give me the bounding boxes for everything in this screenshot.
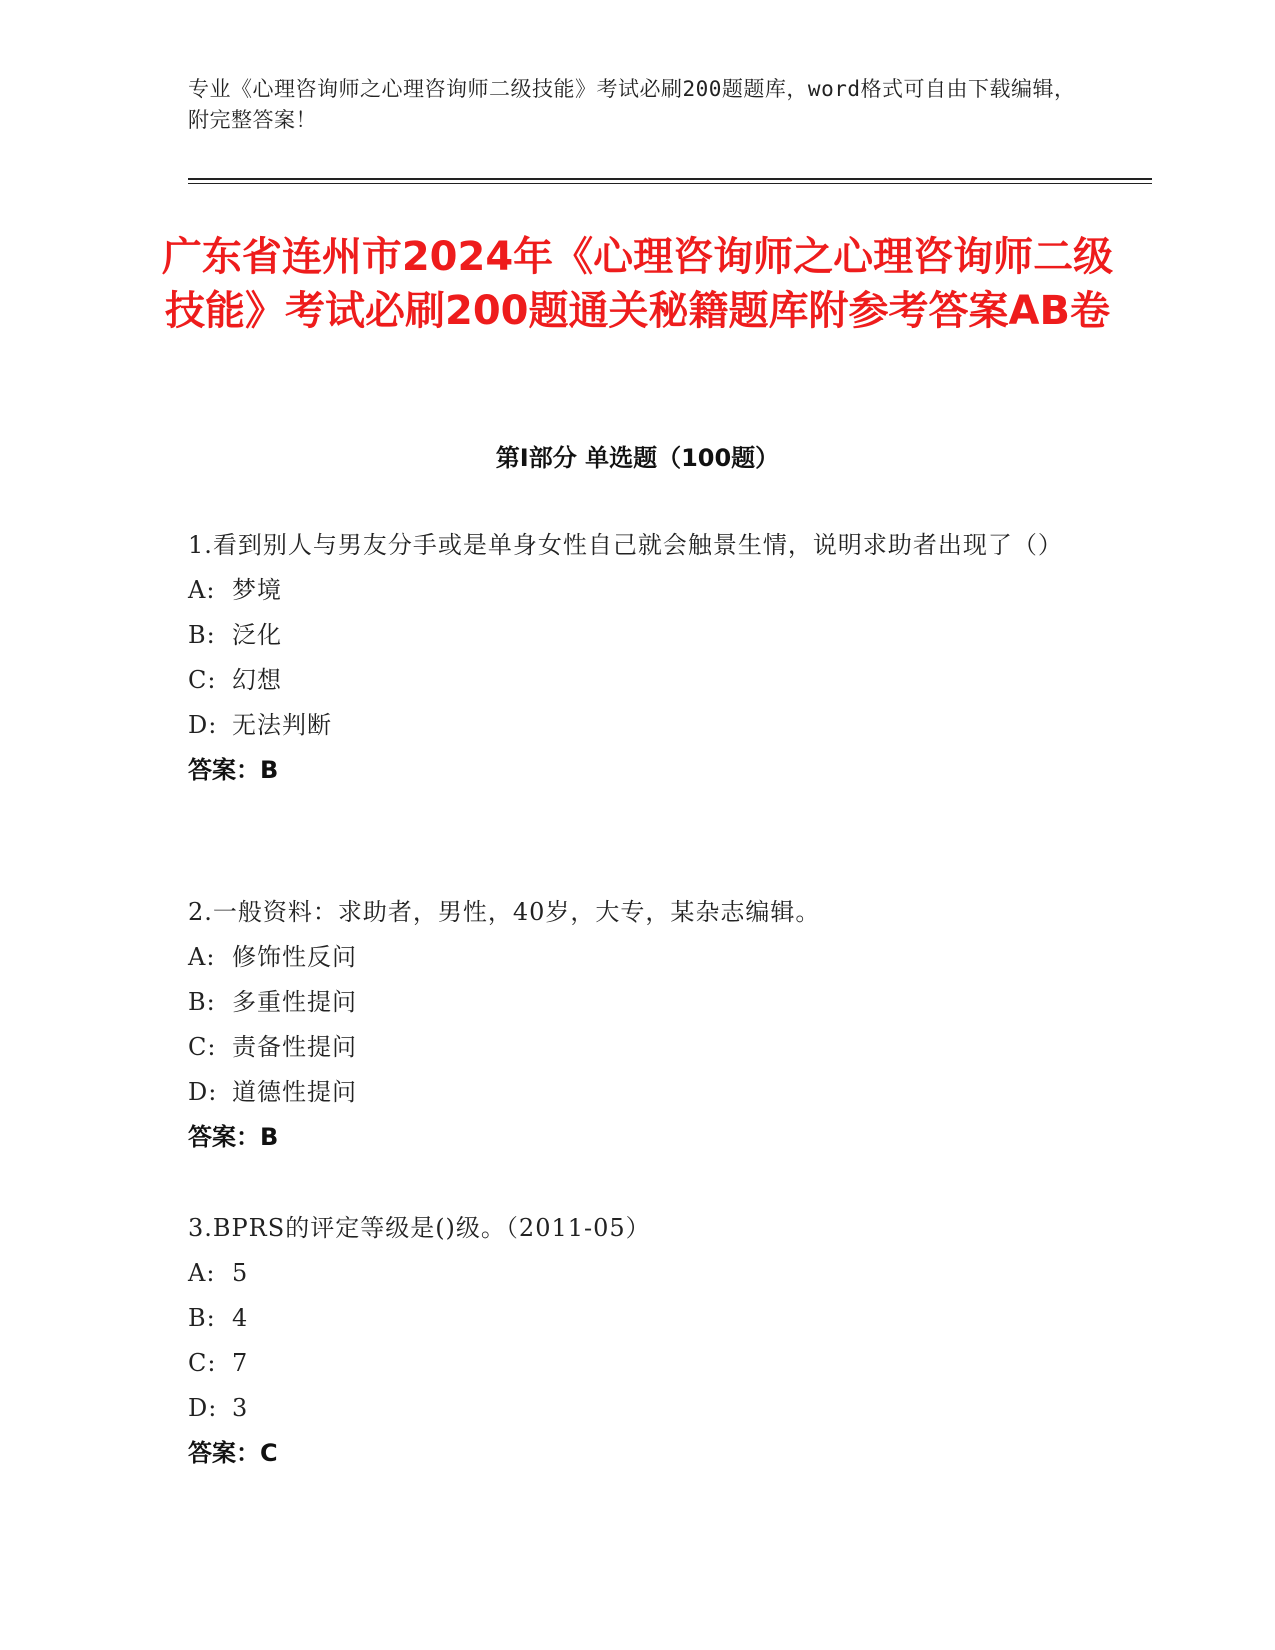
option-key: B: [188, 1304, 216, 1332]
option-key: D: [188, 711, 218, 739]
option-text: 责备性提问 [232, 1033, 357, 1061]
option-key: B: [188, 621, 216, 649]
option-text: 梦境 [232, 576, 282, 604]
option-a [188, 1251, 1068, 1296]
option-text: 幻想 [232, 666, 282, 694]
option-b [188, 613, 1068, 658]
option-key: C: [188, 1349, 217, 1377]
option-c [188, 1341, 1068, 1386]
option-key: B: [188, 988, 216, 1016]
option-text: 修饰性反问 [232, 943, 357, 971]
answer-label: 答案：B [188, 1123, 279, 1151]
answer-label: 答案：C [188, 1439, 278, 1467]
question-1 [188, 523, 1068, 793]
option-text: 4 [232, 1304, 249, 1332]
option-key: C: [188, 1033, 217, 1061]
option-text: 无法判断 [232, 711, 332, 739]
option-text: 道德性提问 [232, 1078, 357, 1106]
option-a [188, 568, 1068, 613]
option-text: 泛化 [232, 621, 282, 649]
option-d [188, 703, 1068, 748]
option-text: 3 [232, 1394, 249, 1422]
option-a [188, 935, 1068, 980]
question-stem: 2.一般资料：求助者，男性，40岁，大专，某杂志编辑。 [188, 898, 821, 926]
option-key: C: [188, 666, 217, 694]
option-key: A: [188, 1259, 216, 1287]
option-c [188, 1025, 1068, 1070]
question-2 [188, 890, 1068, 1160]
option-text: 5 [232, 1259, 249, 1287]
question-3 [188, 1206, 1068, 1476]
option-b [188, 1296, 1068, 1341]
question-stem: 1.看到别人与男友分手或是单身女性自己就会触景生情，说明求助者出现了（） [188, 531, 1063, 559]
option-key: A: [188, 943, 216, 971]
option-text: 多重性提问 [232, 988, 357, 1016]
header-divider-thin [188, 183, 1152, 184]
option-d [188, 1386, 1068, 1431]
answer-label: 答案：B [188, 756, 279, 784]
option-text: 7 [232, 1349, 249, 1377]
document-title: 广东省连州市2024年《心理咨询师之心理咨询师二级技能》考试必刷200题通关秘籍题库附参考答案AB卷 [161, 234, 1114, 334]
option-b [188, 980, 1068, 1025]
option-key: D: [188, 1394, 218, 1422]
header-note: 专业《心理咨询师之心理咨询师二级技能》考试必刷200题题库，word格式可自由下载编辑，附完整答案！ [188, 77, 1076, 132]
option-c [188, 658, 1068, 703]
question-stem: 3.BPRS的评定等级是()级。（2011-05） [188, 1214, 651, 1242]
section-heading: 第Ⅰ部分 单选题（100题） [495, 444, 780, 472]
option-d [188, 1070, 1068, 1115]
header-divider-thick [188, 178, 1152, 180]
option-key: A: [188, 576, 216, 604]
option-key: D: [188, 1078, 218, 1106]
